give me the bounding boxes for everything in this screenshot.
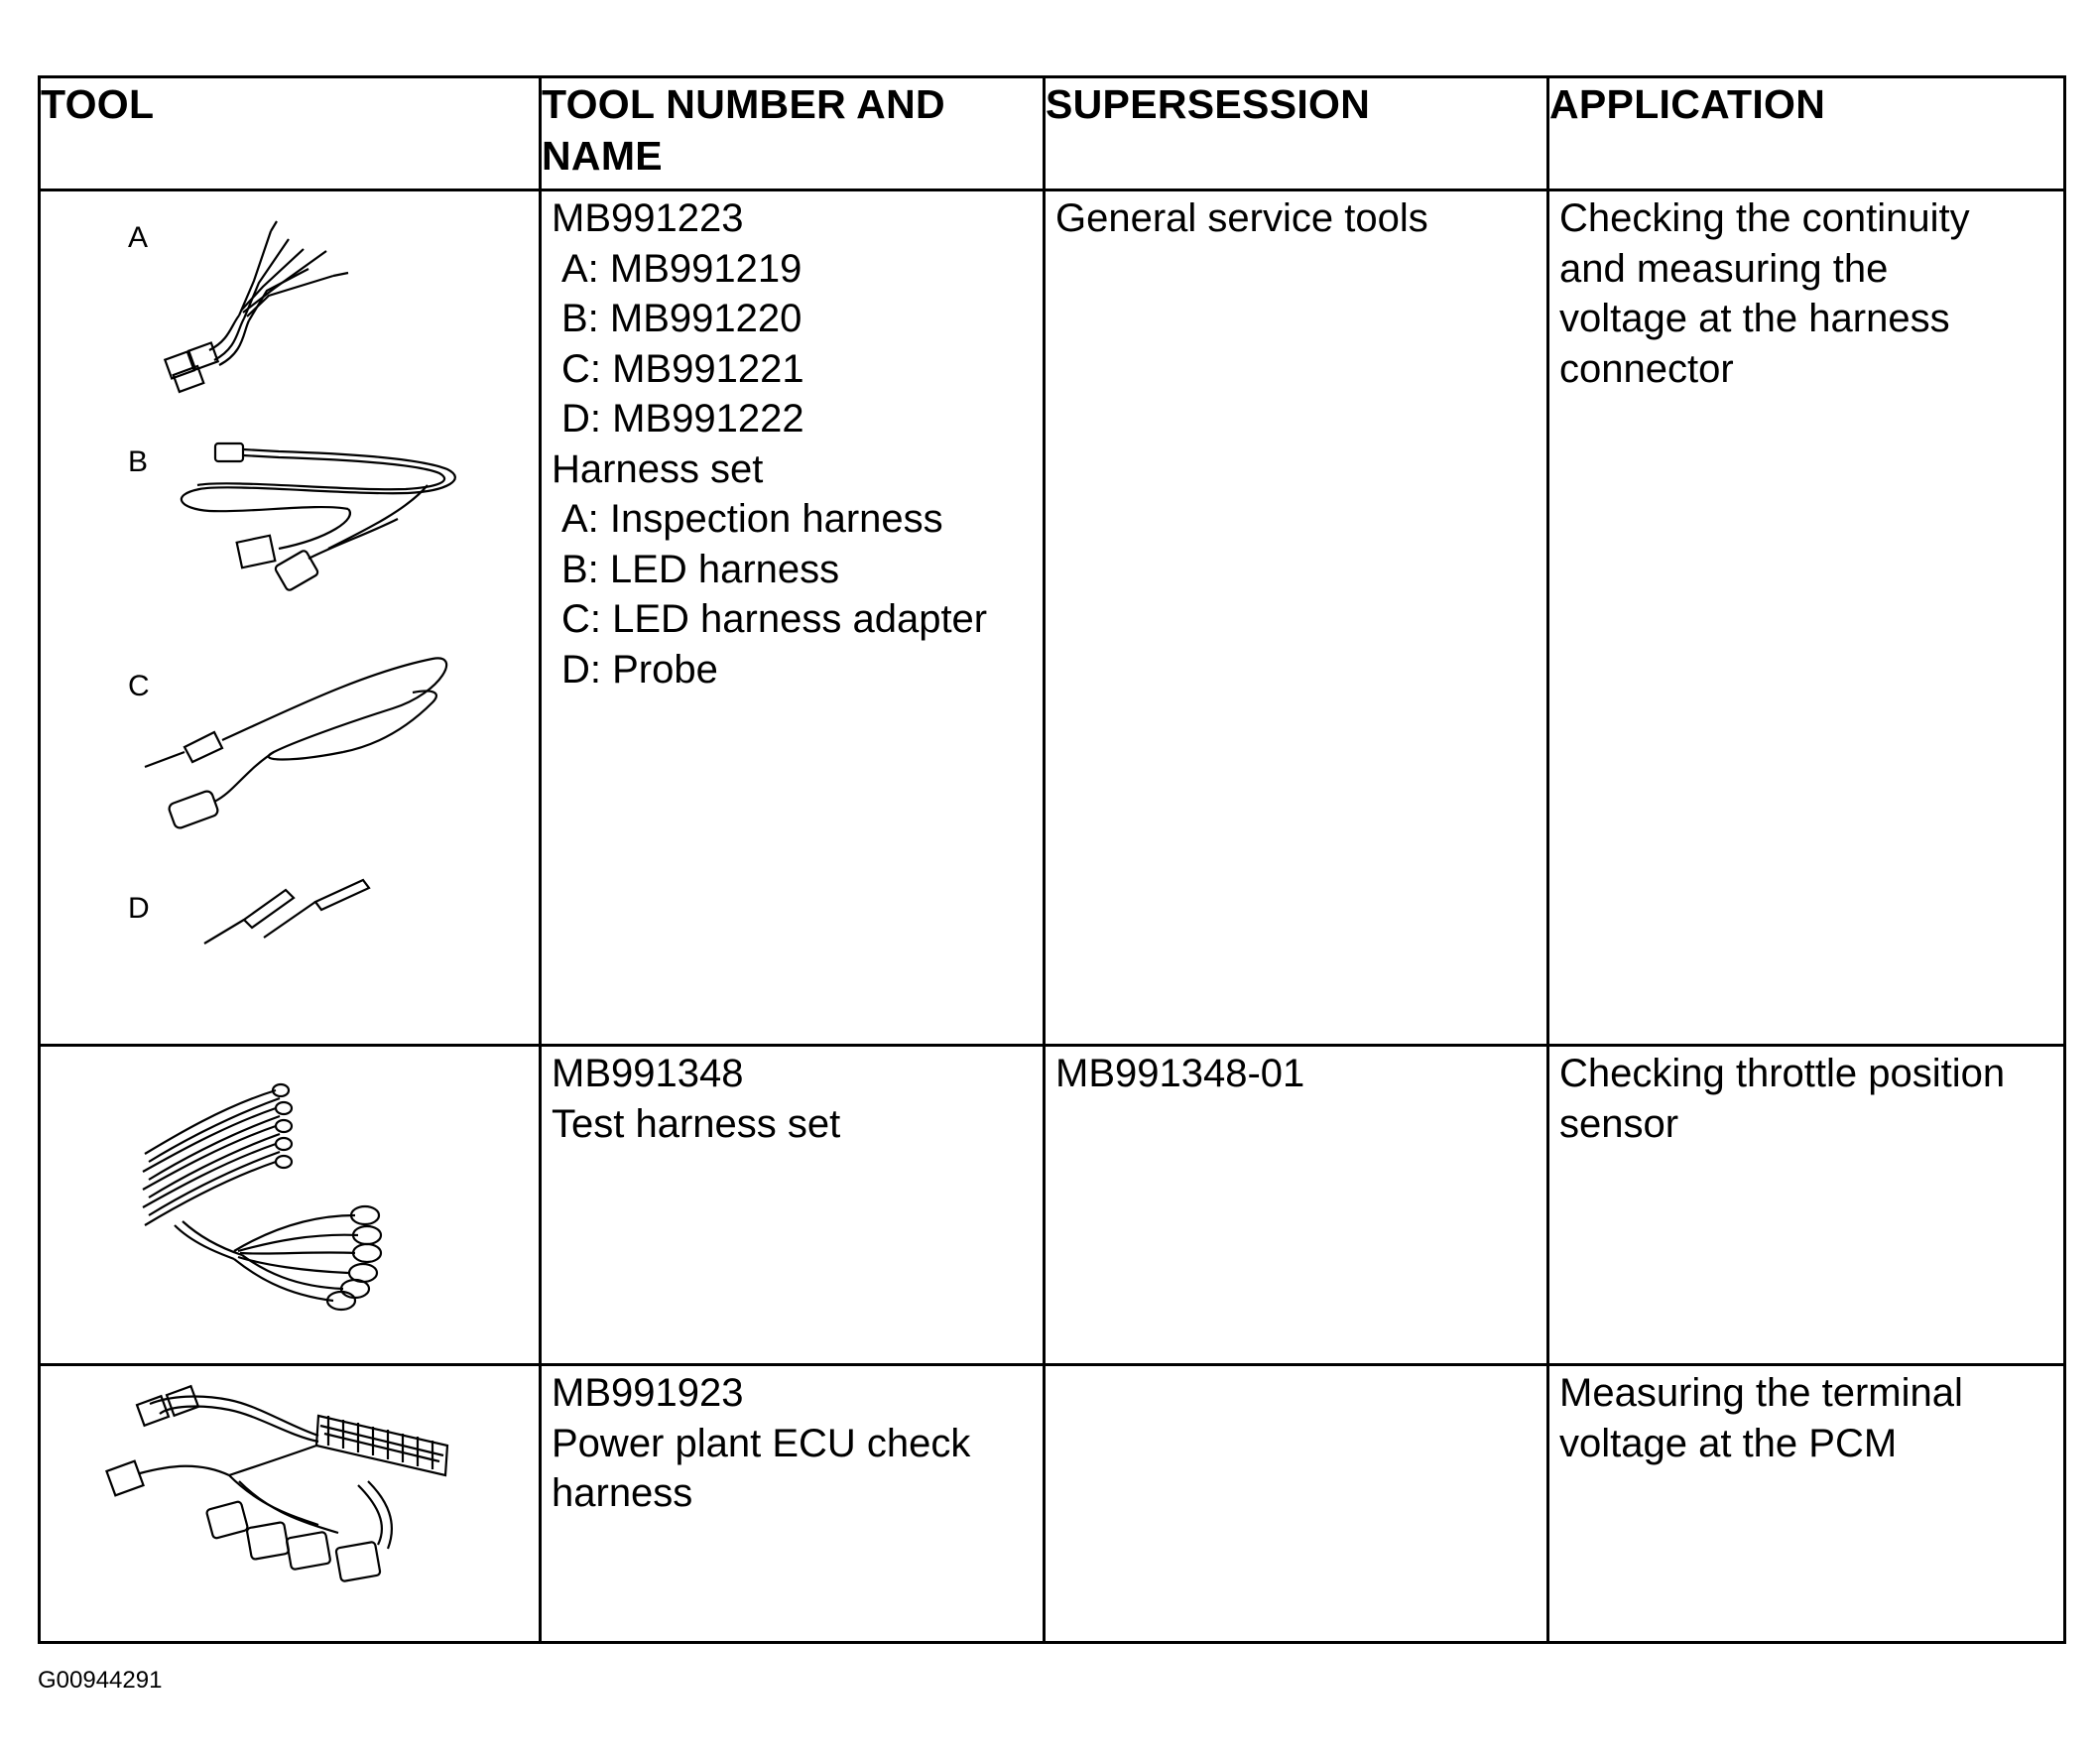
supersession-value: General service tools [1055, 196, 1428, 240]
tool-image-cell [40, 1365, 541, 1643]
tool-number: MB991223 [552, 196, 744, 240]
header-tool-number-and-name: TOOL NUMBER AND NAME [541, 77, 1045, 190]
supersession-cell [1045, 1365, 1548, 1643]
tool-number: MB991348 [552, 1052, 744, 1095]
ecu-check-harness-icon [90, 1386, 457, 1594]
application-cell [1548, 190, 2065, 1046]
tool-component-number: C: MB991221 [561, 346, 804, 391]
tool-image-cell [40, 190, 541, 1046]
tool-component-number: D: MB991222 [561, 397, 804, 441]
tool-letter-b: B [128, 445, 149, 478]
tool-name: harness [552, 1471, 693, 1515]
tool-letter-d: D [128, 892, 150, 925]
tool-component-name: C: LED harness adapter [561, 597, 988, 641]
application-cell [1548, 1365, 2065, 1643]
tool-component-name: B: LED harness [561, 547, 840, 591]
table-row [40, 1046, 2065, 1365]
supersession-cell [1045, 190, 1548, 1046]
table-row [40, 1365, 2065, 1643]
tool-component-name: A: Inspection harness [561, 497, 943, 541]
led-harness-adapter-icon [145, 653, 462, 841]
application-line: connector [1559, 346, 1734, 391]
table-row [40, 190, 2065, 1046]
header-tool: TOOL [40, 77, 541, 190]
inspection-harness-icon [160, 221, 398, 410]
test-harness-set-icon [135, 1076, 403, 1315]
tool-number-cell [541, 1365, 1045, 1643]
figure-id: G00944291 [38, 1667, 163, 1694]
application-line: sensor [1559, 1101, 1679, 1146]
tool-component-number: B: MB991220 [561, 297, 802, 340]
tool-name: Test harness set [552, 1101, 841, 1146]
header-supersession: SUPERSESSION [1045, 77, 1548, 190]
tool-number-cell [541, 190, 1045, 1046]
tool-component-name: D: Probe [561, 647, 718, 692]
special-tools-table [38, 75, 2066, 1644]
table-header-row [40, 77, 2065, 190]
supersession-value: MB991348-01 [1055, 1052, 1305, 1095]
header-application: APPLICATION [1548, 77, 2065, 190]
supersession-cell [1045, 1046, 1548, 1365]
tool-image-cell [40, 1046, 541, 1365]
tool-name: Harness set [552, 446, 764, 491]
tool-letter-c: C [128, 670, 150, 702]
probe-icon [204, 876, 383, 945]
application-line: voltage at the harness [1559, 297, 1950, 340]
application-line: and measuring the [1559, 246, 1889, 291]
tool-letter-a: A [128, 221, 149, 254]
led-harness-icon [170, 440, 467, 618]
application-line: Checking throttle position [1559, 1052, 2006, 1095]
application-line: voltage at the PCM [1559, 1421, 1898, 1465]
tool-number: MB991923 [552, 1371, 744, 1415]
application-cell [1548, 1046, 2065, 1365]
tool-name: Power plant ECU check [552, 1421, 971, 1465]
tool-number-cell [541, 1046, 1045, 1365]
application-line: Measuring the terminal [1559, 1371, 1963, 1415]
tool-component-number: A: MB991219 [561, 246, 802, 291]
application-line: Checking the continuity [1559, 196, 1970, 240]
